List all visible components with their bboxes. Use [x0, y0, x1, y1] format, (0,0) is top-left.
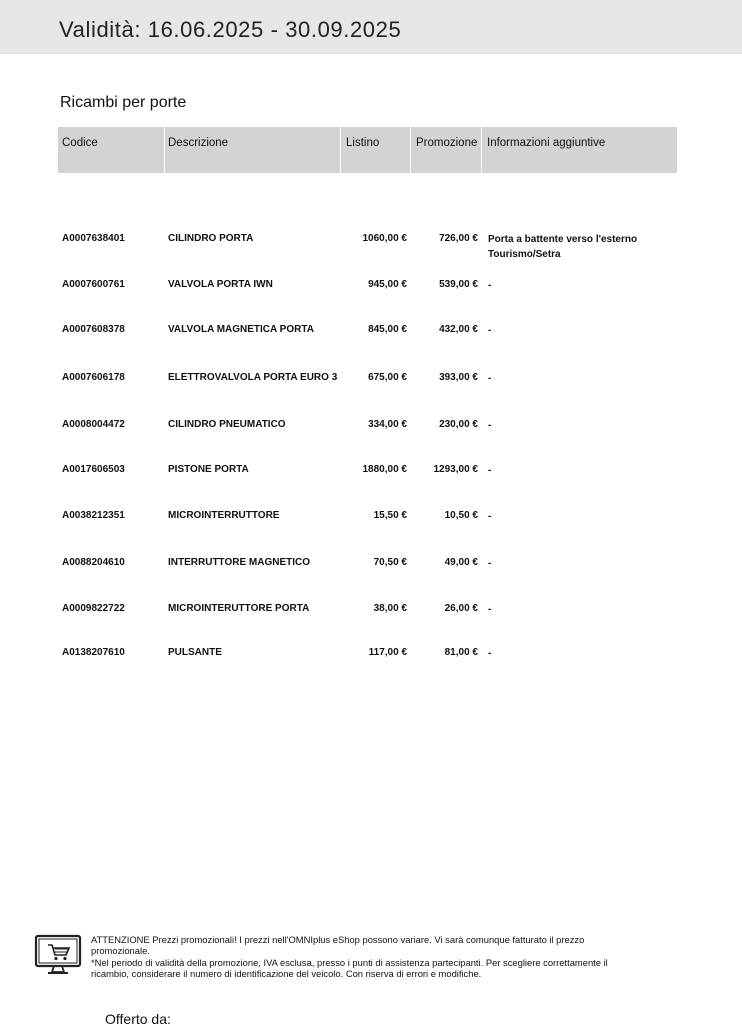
column-divider [340, 127, 341, 173]
column-header-description: Descrizione [168, 137, 229, 149]
info-line: Porta a battente verso l'esterno [488, 234, 638, 245]
info-line: - [488, 373, 492, 384]
info-line: - [488, 558, 492, 569]
cell-additional-info [488, 418, 673, 433]
cell-code: A0138207610 [62, 647, 125, 658]
cell-promotion: 1293,00 € [433, 464, 478, 475]
disclaimer-line: ATTENZIONE Prezzi promozionali! I prezzi nell'OMNIplus eShop possono variare. Vi sarà comunque fatturato il prezzo [91, 934, 585, 945]
cell-additional-info [488, 232, 673, 262]
info-line: - [488, 648, 492, 659]
info-line: Tourismo/Setra [488, 249, 561, 260]
cell-list-price: 1060,00 € [362, 233, 407, 244]
cell-list-price: 675,00 € [368, 372, 407, 383]
disclaimer-line: ricambio, considerare il numero di identificazione del veicolo. Con riserva di errori e modifiche. [91, 968, 482, 980]
cell-code: A0007606178 [62, 372, 125, 383]
cell-promotion: 49,00 € [444, 557, 478, 568]
cell-description: CILINDRO PORTA [168, 233, 254, 244]
disclaimer-line: promozionale. [91, 945, 150, 957]
cell-promotion: 230,00 € [439, 419, 478, 430]
info-line: - [488, 511, 492, 522]
cell-additional-info [488, 463, 673, 478]
header-bar [0, 0, 742, 54]
info-line: - [488, 325, 492, 336]
cell-code: A0009822722 [62, 603, 125, 614]
cell-promotion: 81,00 € [444, 647, 478, 658]
cell-promotion: 539,00 € [439, 279, 478, 290]
cell-promotion: 726,00 € [439, 233, 478, 244]
column-divider [481, 127, 482, 173]
cell-additional-info [488, 371, 673, 386]
cell-description: PISTONE PORTA [168, 464, 249, 475]
cell-list-price: 117,00 € [368, 647, 407, 658]
column-header-promotion: Promozione [416, 137, 478, 149]
cell-list-price: 15,50 € [373, 510, 407, 521]
column-divider [164, 127, 165, 173]
cell-description: CILINDRO PNEUMATICO [168, 419, 286, 430]
cell-promotion: 26,00 € [444, 603, 478, 614]
cell-code: A0008004472 [62, 419, 125, 430]
cell-promotion: 432,00 € [439, 324, 478, 335]
info-line: - [488, 465, 492, 476]
cell-promotion: 10,50 € [444, 510, 478, 521]
cell-code: A0038212351 [62, 510, 125, 521]
disclaimer-text [91, 934, 661, 980]
cell-promotion: 393,00 € [439, 372, 478, 383]
cell-additional-info [488, 602, 673, 617]
cell-description: MICROINTERRUTTORE [168, 510, 280, 521]
column-header-list-price: Listino [346, 137, 380, 149]
cell-code: A0007600761 [62, 279, 125, 290]
shopping-cart-monitor-icon [34, 934, 82, 976]
cell-description: PULSANTE [168, 647, 222, 658]
cell-code: A0017606503 [62, 464, 125, 475]
cell-code: A0007608378 [62, 324, 125, 335]
cell-description: ELETTROVALVOLA PORTA EURO 3 [168, 372, 338, 383]
cell-description: MICROINTERUTTORE PORTA [168, 603, 310, 614]
section-title: Ricambi per porte [60, 94, 187, 111]
cell-additional-info [488, 556, 673, 571]
info-line: - [488, 280, 492, 291]
cell-list-price: 845,00 € [368, 324, 407, 335]
column-divider [410, 127, 411, 173]
cell-additional-info [488, 323, 673, 338]
cell-code: A0088204610 [62, 557, 125, 568]
cell-list-price: 334,00 € [368, 419, 407, 430]
cell-additional-info [488, 278, 673, 293]
parts-table [58, 127, 677, 659]
validity-period: Validità: 16.06.2025 - 30.09.2025 [59, 17, 402, 42]
cell-list-price: 70,50 € [373, 557, 407, 568]
cell-list-price: 945,00 € [368, 279, 407, 290]
cell-code: A0007638401 [62, 233, 125, 244]
info-line: - [488, 604, 492, 615]
column-header-code: Codice [62, 137, 98, 149]
column-header-additional-info: Informazioni aggiuntive [487, 137, 606, 149]
cell-description: VALVOLA PORTA IWN [168, 279, 273, 290]
offered-by-label: Offerto da: [105, 1011, 171, 1027]
cell-description: INTERRUTTORE MAGNETICO [168, 557, 311, 568]
cell-additional-info [488, 646, 673, 661]
cell-additional-info [488, 509, 673, 524]
info-line: - [488, 420, 492, 431]
cell-list-price: 1880,00 € [362, 464, 407, 475]
table-header [58, 127, 677, 173]
cell-list-price: 38,00 € [373, 603, 407, 614]
cell-description: VALVOLA MAGNETICA PORTA [168, 324, 314, 335]
disclaimer-line: *Nel periodo di validità della promozione, IVA esclusa, presso i punti di assistenza partecipanti. Per scegliere correttamente il [91, 956, 608, 968]
